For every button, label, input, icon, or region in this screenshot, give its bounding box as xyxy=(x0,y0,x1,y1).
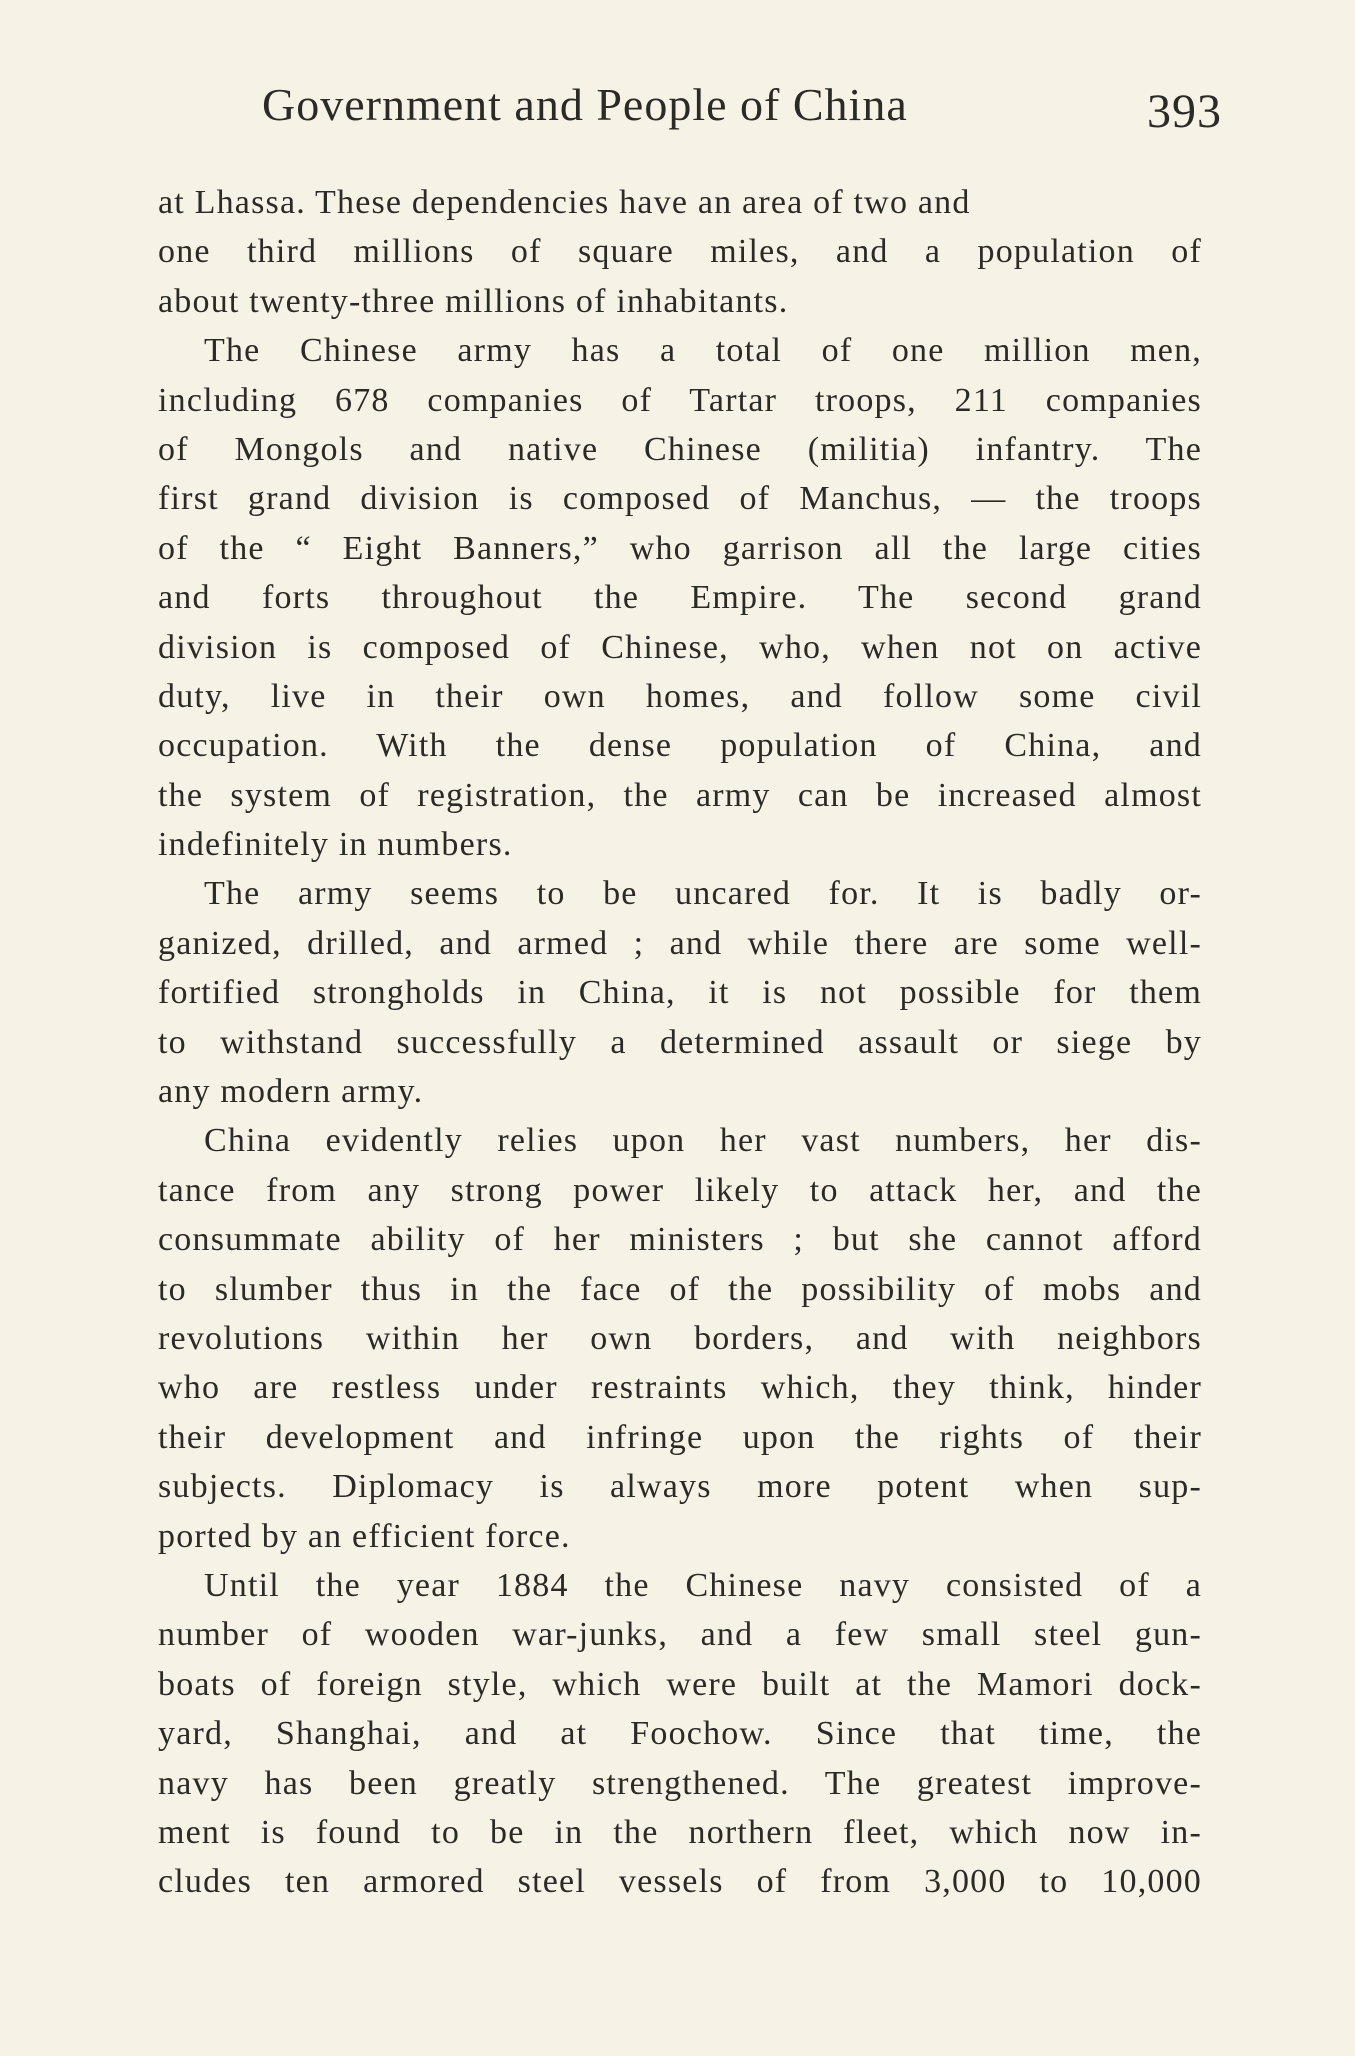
paragraph-first-line: The Chinese army has a total of one million men, xyxy=(204,332,1202,370)
body-text xyxy=(158,178,1202,1907)
text-line: boats of foreign style, which were built at the Mamori dock- xyxy=(158,1665,1202,1703)
text-line: ported by an efficient force. xyxy=(158,1517,571,1555)
text-line: ganized, drilled, and armed ; and while there are some well- xyxy=(158,924,1202,962)
text-line: one third millions of square miles, and a population of xyxy=(158,233,1202,271)
text-line: revolutions within her own borders, and with neighbors xyxy=(158,1319,1202,1357)
text-line: number of wooden war-junks, and a few small steel gun- xyxy=(158,1616,1202,1654)
text-line: occupation. With the dense population of China, and xyxy=(158,727,1202,765)
text-line: yard, Shanghai, and at Foochow. Since that time, the xyxy=(158,1715,1202,1753)
text-line: first grand division is composed of Manchus, — the troops xyxy=(158,480,1202,518)
text-line: their development and infringe upon the rights of their xyxy=(158,1418,1202,1456)
running-head xyxy=(262,78,1222,148)
running-title: Government and People of China xyxy=(262,79,908,130)
paragraph-first-line: Until the year 1884 the Chinese navy consisted of a xyxy=(204,1566,1202,1604)
text-line: the system of registration, the army can be increased almost xyxy=(158,776,1202,814)
text-line: indefinitely in numbers. xyxy=(158,826,513,864)
text-line: to withstand successfully a determined assault or siege by xyxy=(158,1023,1202,1061)
paragraph-first-line: China evidently relies upon her vast numbers, her dis- xyxy=(204,1122,1202,1160)
text-line: of Mongols and native Chinese (militia) infantry. The xyxy=(158,430,1202,468)
text-line: consummate ability of her ministers ; but she cannot afford xyxy=(158,1221,1202,1259)
page-number: 393 xyxy=(1147,85,1222,138)
text-line: ment is found to be in the northern fleet, which now in- xyxy=(158,1813,1202,1851)
text-line: navy has been greatly strengthened. The greatest improve- xyxy=(158,1764,1202,1802)
text-line: about twenty-three millions of inhabitants. xyxy=(158,282,789,320)
text-line: including 678 companies of Tartar troops, 211 companies xyxy=(158,381,1202,419)
text-line: any modern army. xyxy=(158,1073,424,1111)
text-line: of the “ Eight Banners,” who garrison all the large cities xyxy=(158,529,1202,567)
text-line: at Lhassa. These dependencies have an area of two and xyxy=(158,184,971,221)
paragraph-first-line: The army seems to be uncared for. It is badly or- xyxy=(204,875,1202,913)
text-line: and forts throughout the Empire. The second grand xyxy=(158,579,1202,617)
text-line: who are restless under restraints which, they think, hinder xyxy=(158,1369,1202,1407)
text-line: cludes ten armored steel vessels of from 3,000 to 10,000 xyxy=(158,1863,1202,1901)
text-line: to slumber thus in the face of the possibility of mobs and xyxy=(158,1270,1202,1308)
text-line: tance from any strong power likely to attack her, and the xyxy=(158,1171,1202,1209)
text-line: fortified strongholds in China, it is not possible for them xyxy=(158,974,1202,1012)
text-line: division is composed of Chinese, who, when not on active xyxy=(158,628,1202,666)
text-line: subjects. Diplomacy is always more potent when sup- xyxy=(158,1468,1202,1506)
text-line: duty, live in their own homes, and follow some civil xyxy=(158,677,1202,715)
